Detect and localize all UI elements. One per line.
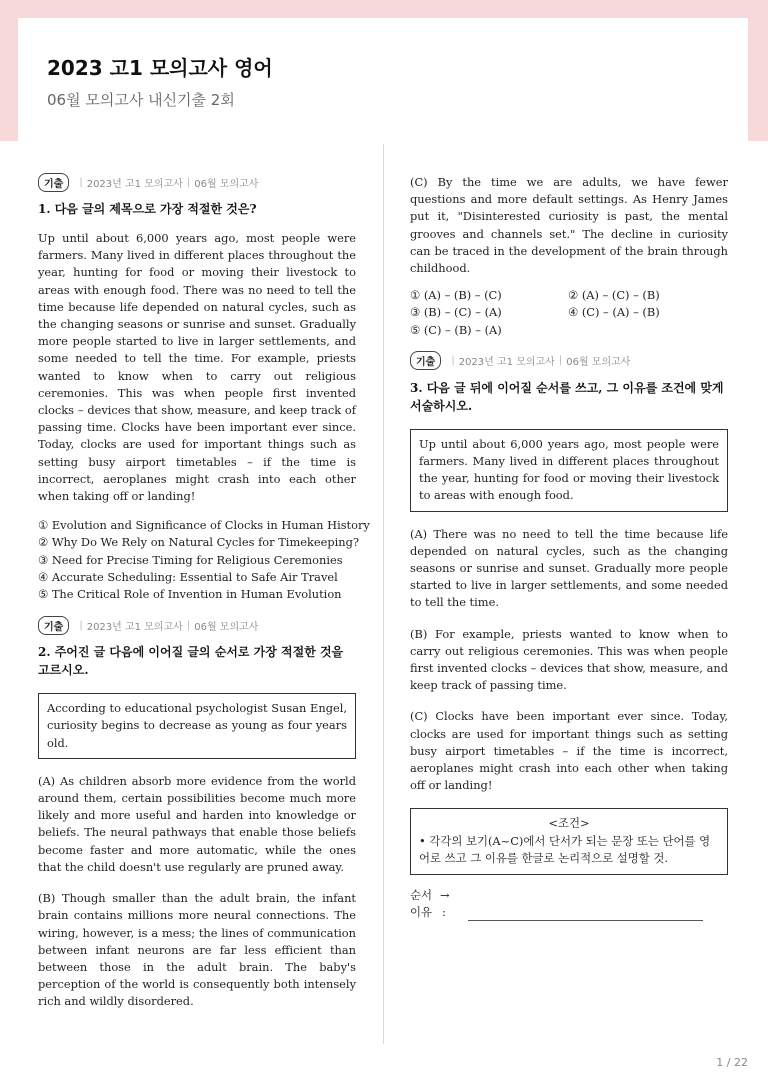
source-tag: 기출 xyxy=(38,616,69,635)
page-number: 1 / 22 xyxy=(716,1056,748,1069)
condition-text: • 각각의 보기(A~C)에서 단서가 되는 문장 또는 단어를 영어로 쓰고 그 이유를 한글로 논리적으로 설명할 것. xyxy=(419,833,711,866)
page-title: 2023 고1 모의고사 영어 xyxy=(47,56,273,80)
option-2: ② Why Do We Rely on Natural Cycles for Timekeeping? xyxy=(38,535,360,550)
question-2-paragraph-b: (B) Though smaller than the adult brain, the infant brain contains millions more neural connections. The wiring, however, is a mess; the lines of communication between infant neurons are far less efficient than between those in the adult brain. The baby's perception of the world is consequently both intensely rich and wildly disordered. xyxy=(38,891,356,1009)
answer-area xyxy=(410,887,728,921)
question-3-paragraph-b: (B) For example, priests wanted to know when to carry out religious ceremonies. This was when people first invented clocks – devices that show, measure, and keep track of passing time. xyxy=(410,626,728,693)
colon-mark: : xyxy=(442,904,446,919)
option-3: ③ (B) – (C) – (A) xyxy=(410,305,502,320)
option-4: ④ Accurate Scheduling: Essential to Safe Air Travel xyxy=(38,569,338,584)
question-1-options xyxy=(38,517,370,603)
option-1: ① Evolution and Significance of Clocks in Human History xyxy=(38,518,370,533)
option-5: ⑤ The Critical Role of Invention in Human Evolution xyxy=(38,587,342,602)
condition-title: <조건> xyxy=(548,816,590,831)
option-4: ④ (C) – (A) – (B) xyxy=(568,305,660,320)
condition-box xyxy=(410,808,728,874)
question-2-paragraph-a: (A) As children absorb more evidence from the world around them, certain possibilities become much more likely and more useful and harden into knowledge or beliefs. The neural pathways that enable those beliefs become faster and more automatic, while the ones that the child doesn't use regularly are pruned away. xyxy=(38,773,356,874)
source-tag: 기출 xyxy=(38,173,69,192)
exam-year: 2023년 고1 모의고사 xyxy=(86,178,183,190)
option-1: ① (A) – (B) – (C) xyxy=(410,288,502,303)
question-2-given-box: According to educational psychologist Susan Engel, curiosity begins to decrease as young as four years old. xyxy=(38,693,356,759)
option-3: ③ Need for Precise Timing for Religious Ceremonies xyxy=(38,552,343,567)
option-2: ② (A) – (C) – (B) xyxy=(568,288,660,303)
question-2-meta: 기출 | 2023년 고1 모의고사 | 06월 모의고사 xyxy=(38,617,356,633)
question-2-title: 2. 주어진 글 다음에 이어질 글의 순서로 가장 적절한 것을 고르시오. xyxy=(38,645,344,678)
question-1-title: 1. 다음 글의 제목으로 가장 적절한 것은? xyxy=(38,202,257,216)
question-3-meta: 기출 | 2023년 고1 모의고사 | 06월 모의고사 xyxy=(410,353,728,369)
option-5: ⑤ (C) – (B) – (A) xyxy=(410,322,502,337)
reason-answer-line[interactable] xyxy=(468,908,703,921)
question-3-paragraph-a: (A) There was no need to tell the time because life depended on natural cycles, such as the changing seasons or sunrise and sunset. Gradually more people started to live in larger settlements, and some needed to tell the time. xyxy=(410,526,728,610)
question-2-options xyxy=(410,287,728,339)
left-column xyxy=(38,174,370,1011)
question-1-meta: 기출 | 2023년 고1 모의고사 | 06월 모의고사 xyxy=(38,174,356,190)
question-2-paragraph-c: (C) By the time we are adults, we have fewer questions and more default settings. As Henry James put it, "Disinterested curiosity is past, the mental grooves and channels set." The decline in curiosity can be traced in the development of the brain through childhood. xyxy=(410,175,728,276)
column-divider xyxy=(383,144,384,1044)
exam-month: 06월 모의고사 xyxy=(194,621,259,633)
order-answer-row xyxy=(410,887,728,904)
question-3-paragraph-c: (C) Clocks have been important ever since. Today, clocks are used for important things such as setting busy airport timetables – if the time is incorrect, aeroplanes might crash into each other when taking off or landing! xyxy=(410,709,728,793)
source-tag: 기출 xyxy=(410,351,441,370)
order-label: 순서 xyxy=(410,887,433,902)
exam-year: 2023년 고1 모의고사 xyxy=(458,357,555,369)
reason-answer-row xyxy=(410,904,728,921)
question-3-title: 3. 다음 글 뒤에 이어질 순서를 쓰고, 그 이유를 조건에 맞게 서술하시오. xyxy=(410,380,724,413)
reason-label: 이유 xyxy=(410,904,433,919)
exam-month: 06월 모의고사 xyxy=(194,178,259,190)
right-column xyxy=(410,174,728,921)
question-1-passage: Up until about 6,000 years ago, most people were farmers. Many lived in different places throughout the year, hunting for food or moving their livestock to areas with enough food. There was no need to tell the time because life depended on natural cycles, such as the changing seasons or sunrise and sunset. Gradually more people started to live in larger settlements, and some needed to tell the time. For example, priests wanted to know when to carry out religious ceremonies. This was when people first invented clocks – devices that show, measure, and keep track of passing time. Clocks have been important ever since. Today, clocks are used for important things such as setting busy airport timetables – if the time is incorrect, aeroplanes might crash into each other when taking off or landing! xyxy=(38,231,356,504)
exam-year: 2023년 고1 모의고사 xyxy=(86,621,183,633)
arrow-icon: → xyxy=(440,887,450,902)
page-subtitle: 06월 모의고사 내신기출 2회 xyxy=(47,91,235,109)
question-3-given-box: Up until about 6,000 years ago, most people were farmers. Many lived in different places throughout the year, hunting for food or moving their livestock to areas with enough food. xyxy=(410,429,728,512)
exam-month: 06월 모의고사 xyxy=(566,357,631,369)
